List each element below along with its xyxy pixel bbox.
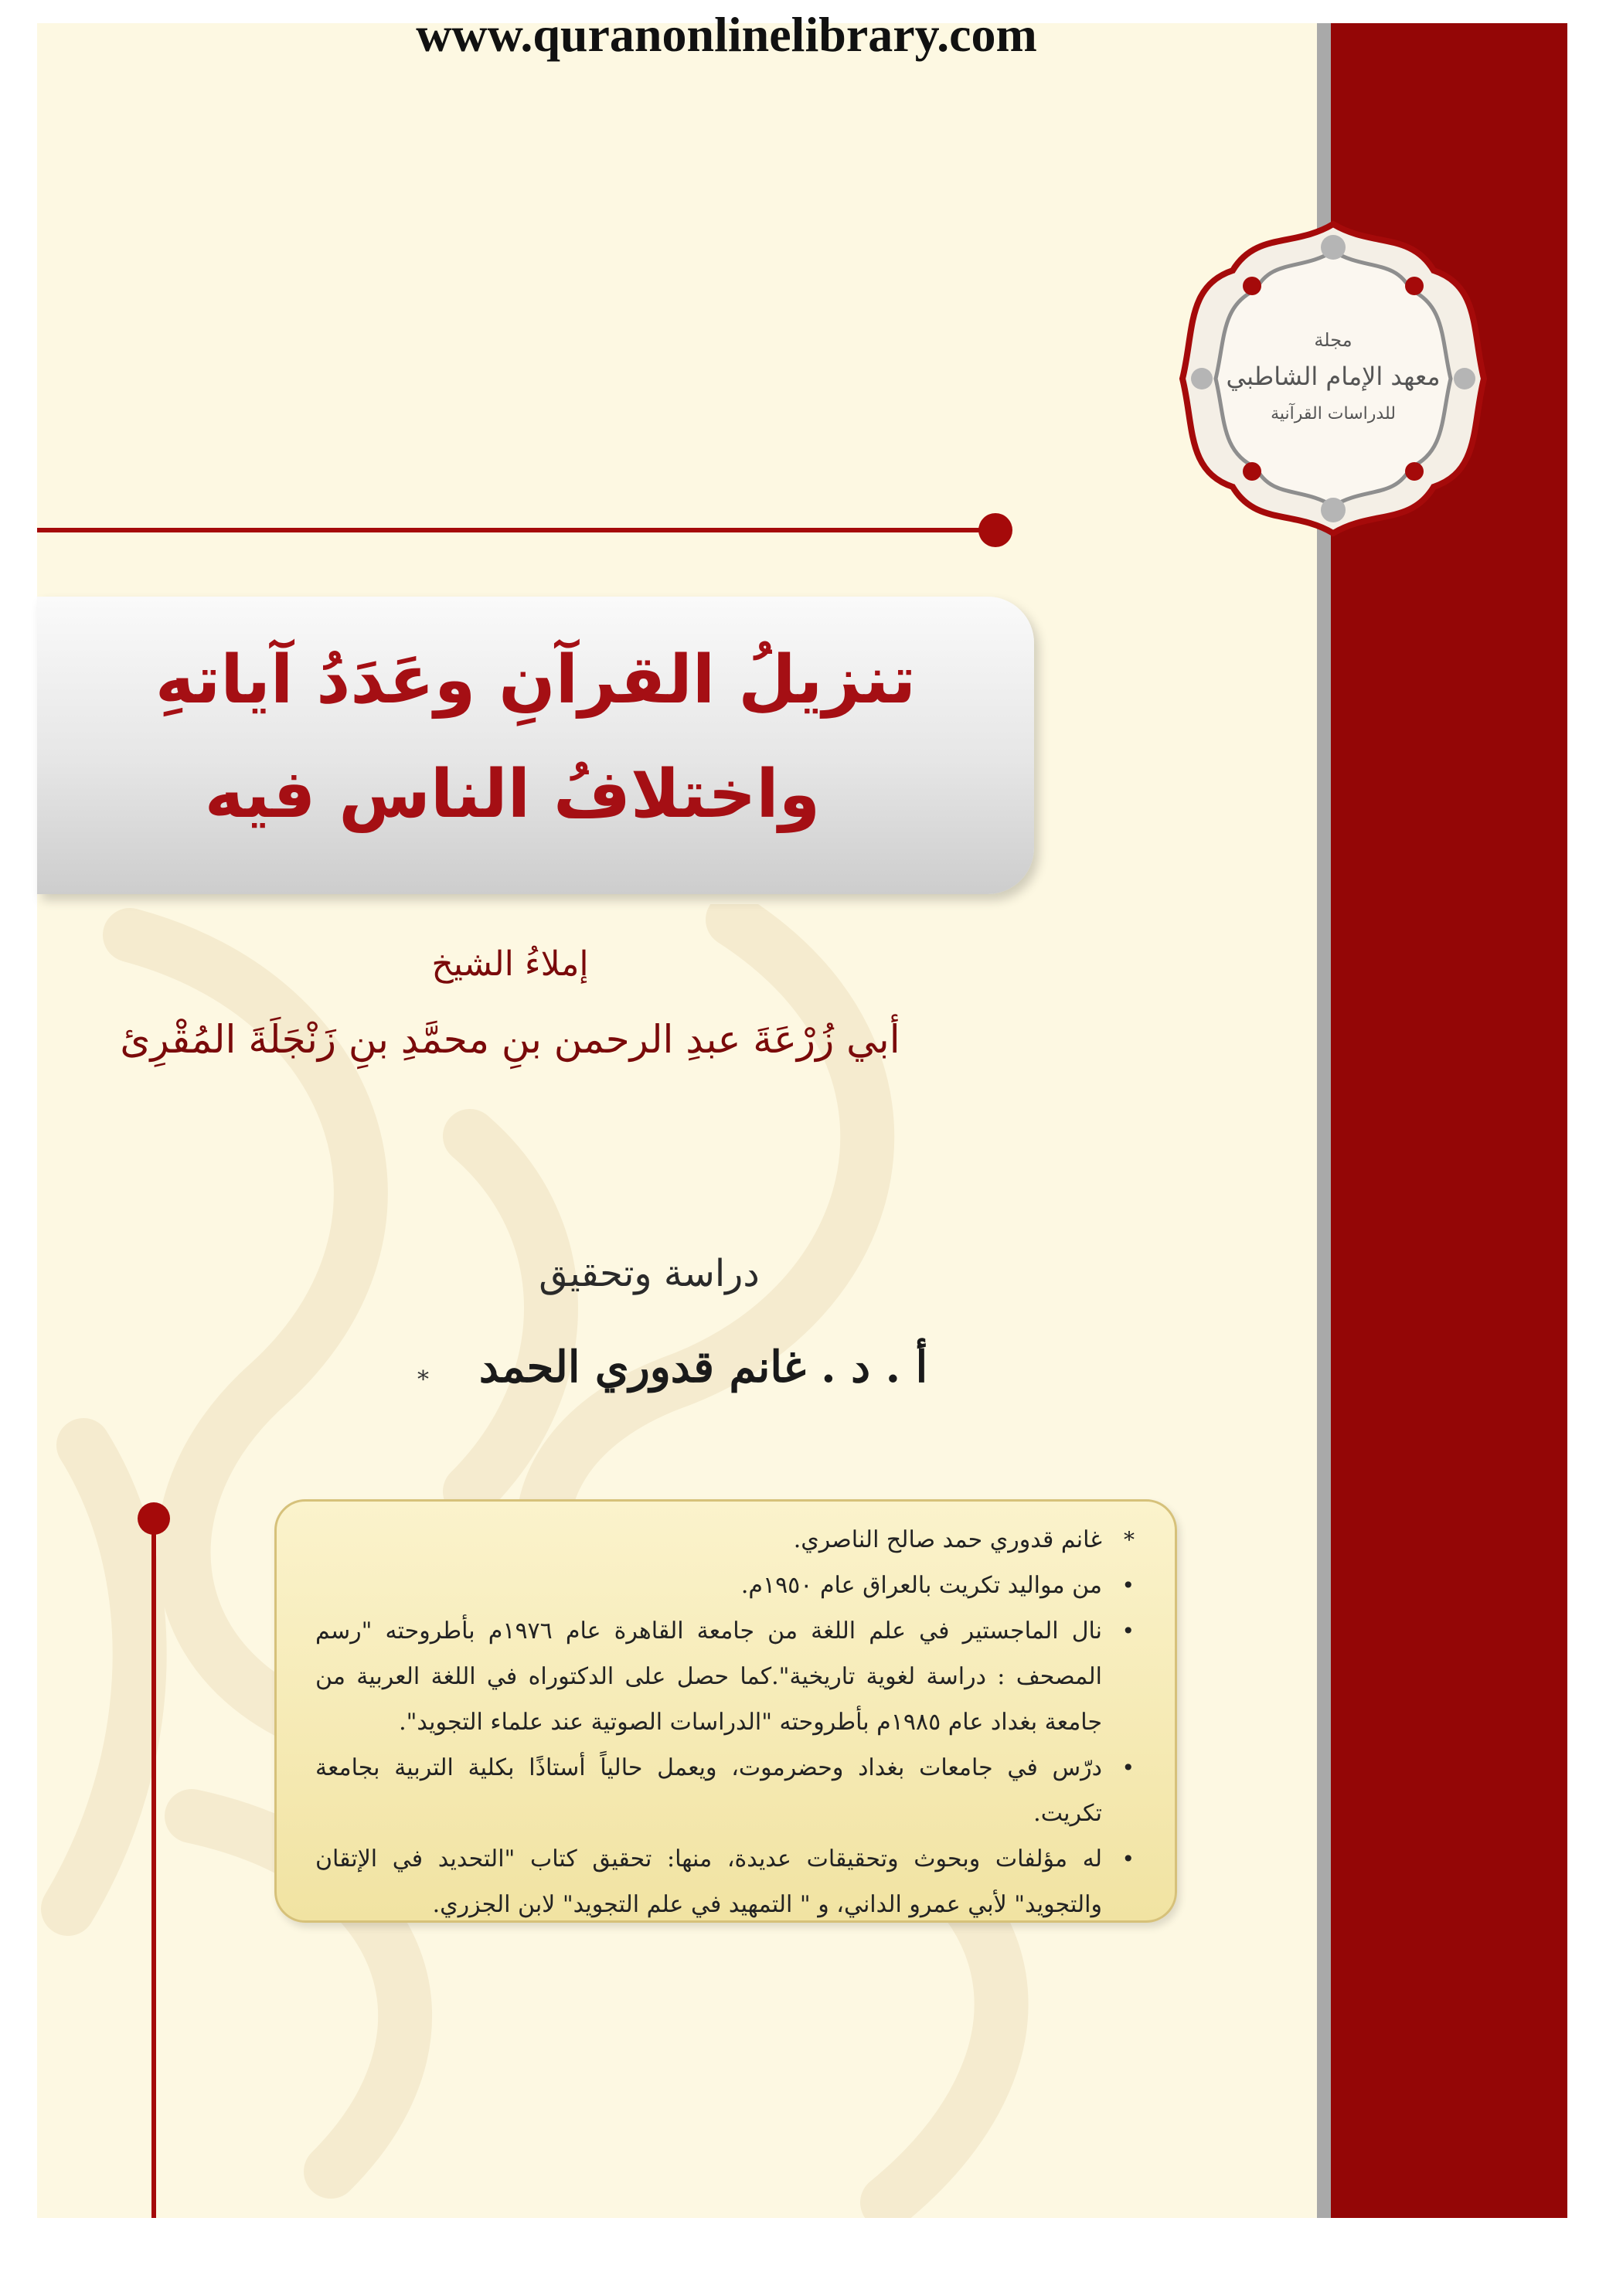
author-name: أبي زُرْعَةَ عبدِ الرحمن بنِ محمَّدِ بنِ زَنْجَلَةَ المُقْرِئ [120,1017,900,1062]
bullet-mark: • [1121,1755,1135,1781]
title-line-2: واختلافُ الناس فيه [204,756,821,833]
title-line-1: تنزيلُ القرآنِ وعَدَدُ آياتهِ [155,641,917,719]
institute-emblem-logo [1179,216,1488,541]
bio-item: • من مواليد تكريت بالعراق عام ١٩٥٠م. [315,1563,1135,1608]
top-decorative-rule [37,528,995,532]
bio-item: • درّس في جامعات بغداد وحضرموت، ويعمل حالياً أستاذًا بكلية التربية بجامعة تكريت. [315,1745,1135,1836]
bullet-mark: • [1121,1573,1135,1598]
svg-text:معهد الإمام الشاطبي: معهد الإمام الشاطبي [1226,362,1441,391]
bio-item: • نال الماجستير في علم اللغة من جامعة القاهرة عام ١٩٧٦م بأطروحته "رسم المصحف : دراسة لغوية تاريخية".كما حصل على الدكتوراه في اللغة العربية من جامعة بغداد عام ١٩٨٥م بأطروحته "الدراسات الصوتية عند علماء التجويد". [315,1608,1135,1745]
top-rule-dot [978,513,1012,547]
editor-bio-box [274,1499,1177,1923]
study-label: دراسة وتحقيق [539,1252,760,1295]
bio-list [315,1517,1135,1927]
footnote-asterisk: * [417,1366,429,1393]
editor-name: أ . د . غانم قدوري الحمد [478,1342,928,1393]
author-label: إملاءُ الشيخ [431,944,589,984]
website-url: www.quranonlinelibrary.com [416,7,1037,62]
bio-item: • له مؤلفات وبحوث وتحقيقات عديدة، منها: تحقيق كتاب "التحديد في الإتقان والتجويد" لأبي عمرو الداني، و " التمهيد في علم التجويد" لابن الجزري. [315,1836,1135,1927]
title-panel [37,597,1034,894]
bullet-mark: * [1124,1527,1135,1553]
svg-text:للدراسات القرآنية: للدراسات القرآنية [1271,404,1396,423]
bio-item: * غانم قدوري حمد صالح الناصري. [315,1517,1135,1563]
bullet-mark: • [1121,1618,1135,1644]
bullet-mark: • [1121,1846,1135,1872]
svg-text:مجلة: مجلة [1314,329,1352,351]
side-decorative-rule [151,1530,156,2218]
